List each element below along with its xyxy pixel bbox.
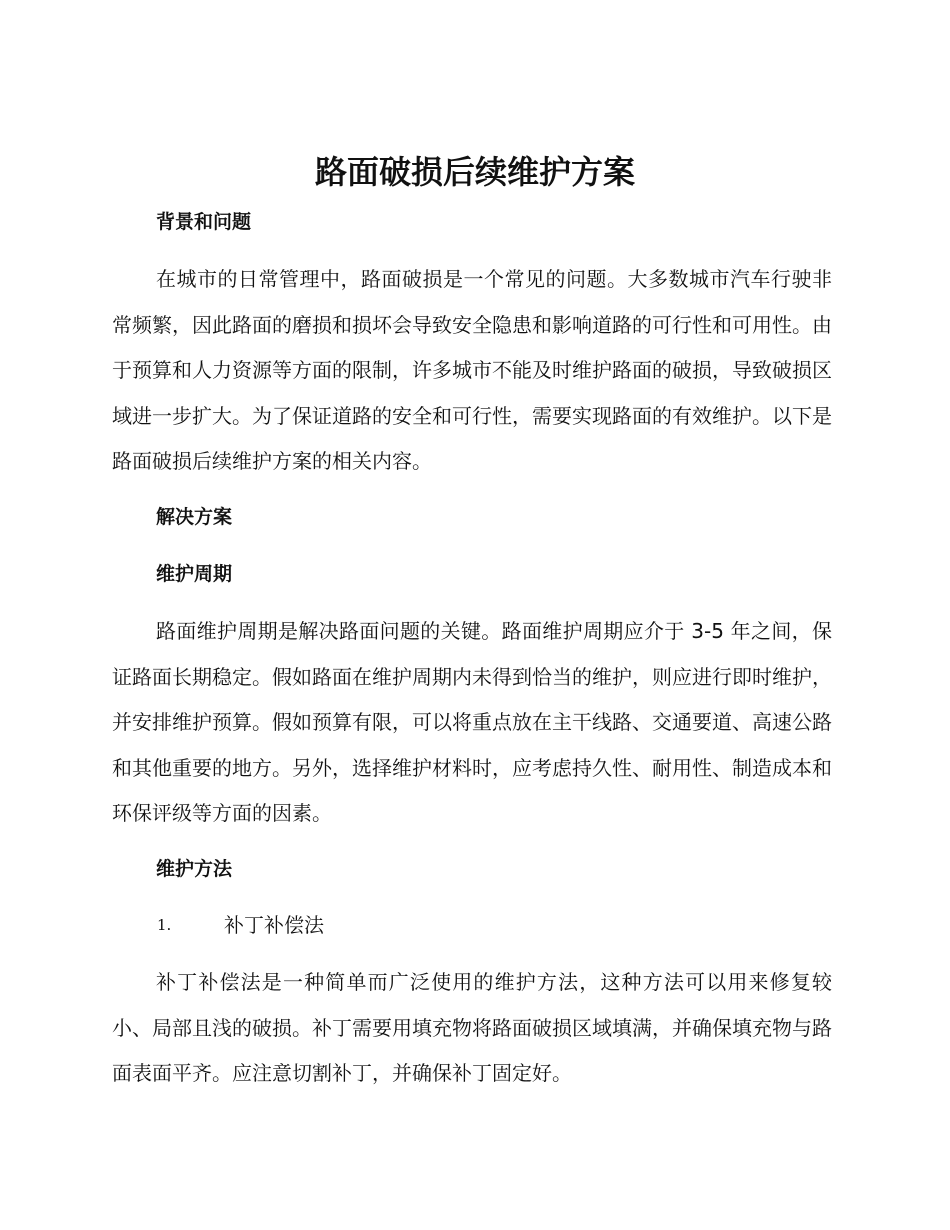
paragraph-patch-method: 补丁补偿法是一种简单而广泛使用的维护方法，这种方法可以用来修复较小、局部且浅的破损。补丁需要用填充物将路面破损区域填满，并确保填充物与路面表面平齐。应注意切割补丁，并确保补丁固定好。 (112, 970, 832, 1085)
section-heading-cycle: 维护周期 (156, 563, 233, 585)
document-title: 路面破损后续维护方案 (314, 153, 635, 191)
list-item-number: 1. (157, 916, 172, 934)
section-heading-solution: 解决方案 (156, 506, 233, 528)
list-item-title: 补丁补偿法 (224, 913, 324, 937)
paragraph-cycle: 路面维护周期是解决路面问题的关键。路面维护周期应介于 3-5 年之间，保证路面长期稳定。假如路面在维护周期内未得到恰当的维护，则应进行即时维护，并安排维护预算。假如预算有限，可以将重点放在主干线路、交通要道、高速公路和其他重要的地方。另外，选择维护材料时，应考虑持久性、耐用性、制造成本和环保评级等方面的因素。 (112, 619, 832, 825)
section-heading-methods: 维护方法 (156, 858, 233, 880)
section-heading-background: 背景和问题 (156, 211, 252, 233)
paragraph-background: 在城市的日常管理中，路面破损是一个常见的问题。大多数城市汽车行驶非常频繁，因此路面的磨损和损坏会导致安全隐患和影响道路的可行性和可用性。由于预算和人力资源等方面的限制，许多城市不能及时维护路面的破损，导致破损区域进一步扩大。为了保证道路的安全和可行性，需要实现路面的有效维护。以下是路面破损后续维护方案的相关内容。 (112, 267, 832, 473)
